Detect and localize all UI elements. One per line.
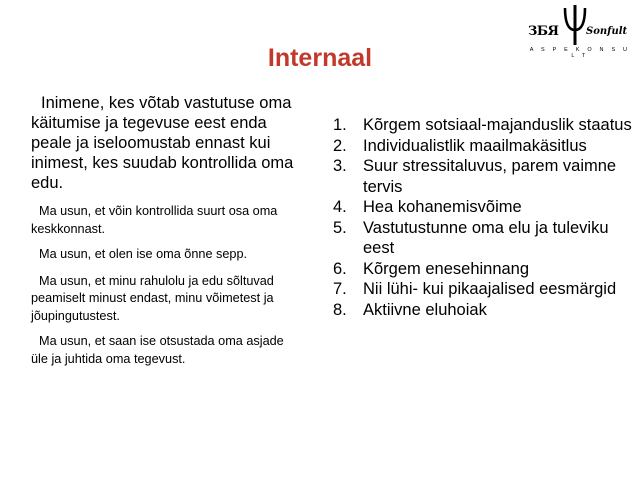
belief-statement: Ma usun, et saan ise otsustada oma asjade üle ja juhtida oma tegevust. [31,334,284,366]
list-item [333,197,633,218]
item-number: 4. [333,198,347,216]
traits-list [333,115,633,320]
item-number: 6. [333,259,347,278]
item-number: 8. [333,300,347,319]
item-number: 2. [333,136,347,155]
psi-icon [562,4,588,46]
item-text: Kõrgem enesehinnang [363,259,530,278]
item-text: Vastutustunne oma elu ja tuleviku eest [363,218,609,257]
list-item [333,136,633,157]
definition-text: Inimene, kes võtab vastutuse oma käitumise ja tegevuse eest enda peale ja iseloomustab ennast kui inimest, kes suudab kontrollida oma edu. [31,94,294,192]
list-item [333,279,633,300]
logo-right-text: Sonfult [586,26,628,37]
logo-left-text: ЗБЯ [528,24,559,39]
item-number: 1. [333,116,347,134]
item-text: Nii lühi- kui pikaajalised eesmärgid [363,280,617,298]
slide-title: Internaal [267,44,373,72]
item-number: 3. [333,157,347,175]
list-item [333,218,633,259]
item-text: Individualistlik maailmakäsitlus [363,136,587,155]
item-text: Kõrgem sotsiaal-majanduslik staatus [363,116,632,134]
list-item [333,300,633,321]
logo-subtitle: A S P E K O N S U L T [529,47,631,59]
item-number: 5. [333,218,347,237]
definition-column [31,93,301,368]
belief-statement: Ma usun, et minu rahulolu ja edu sõltuvad peamiselt minust endast, minu võimetest ja jõupingutustest. [31,273,274,323]
list-item [333,115,633,136]
belief-statement: Ma usun, et võin kontrollida suurt osa oma keskkonnast. [31,204,278,236]
item-text: Suur stressitaluvus, parem vaimne tervis [363,157,617,196]
item-number: 7. [333,280,347,298]
list-item [333,259,633,280]
list-item [333,156,633,197]
item-text: Hea kohanemisvõime [363,198,522,216]
item-text: Aktiivne eluhoiak [363,300,487,319]
belief-statement: Ma usun, et olen ise oma õnne sepp. [39,247,248,261]
